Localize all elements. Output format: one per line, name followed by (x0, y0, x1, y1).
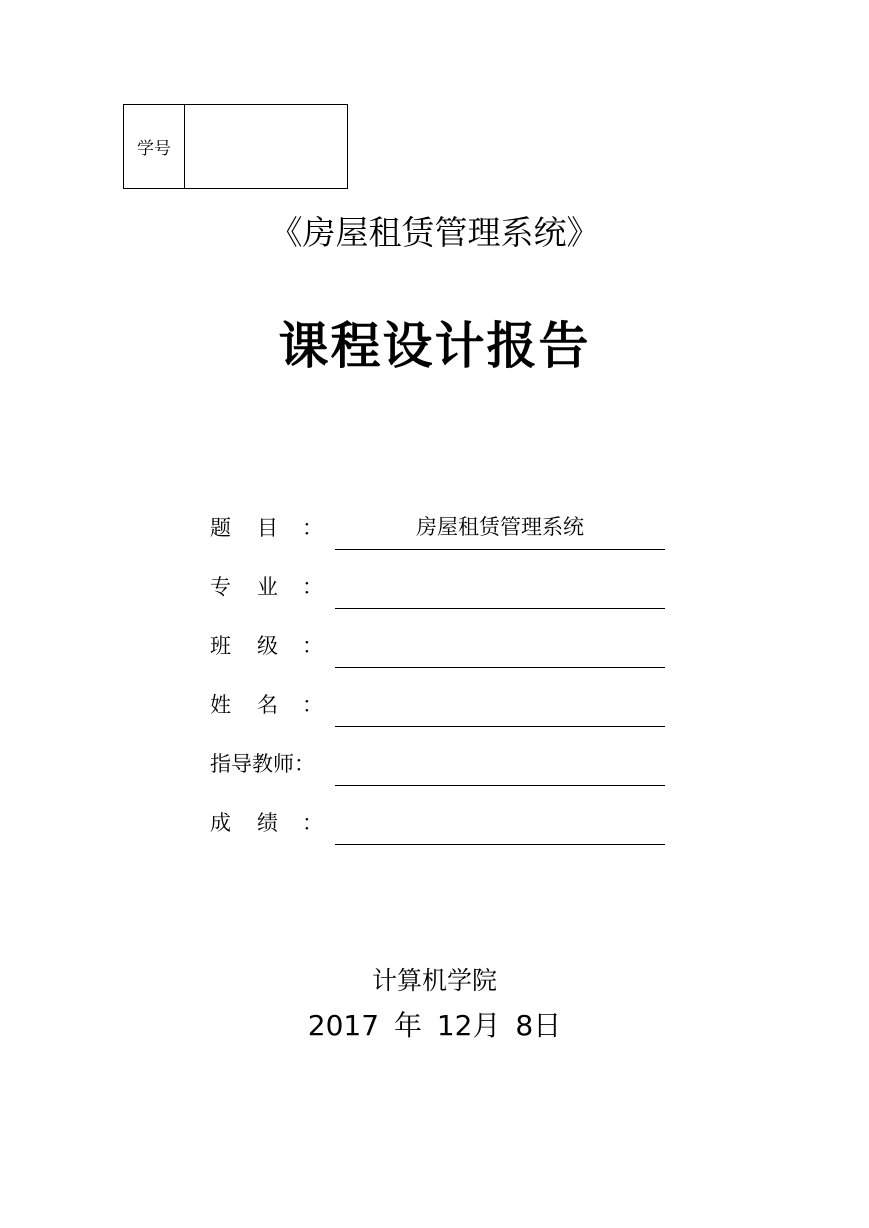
report-title: 课程设计报告 (278, 317, 591, 375)
field-label-char: 成 (210, 811, 231, 835)
field-label-text: 指导教师： (210, 752, 315, 776)
field-label-char: 级 (257, 634, 278, 658)
field-value-class[interactable] (335, 623, 665, 668)
student-id-label: 学号 (124, 105, 185, 188)
field-value-major[interactable] (335, 564, 665, 609)
student-id-value[interactable] (185, 105, 347, 188)
field-row-major (210, 564, 670, 623)
field-label-char: 班 (210, 634, 231, 658)
field-row-name (210, 682, 670, 741)
report-date: 2017 年 12月 8日 (307, 1009, 562, 1042)
field-label-colon: ： (302, 693, 323, 717)
field-row-grade (210, 800, 670, 859)
field-label-char: 姓 (210, 693, 231, 717)
field-label-colon: ： (302, 634, 323, 658)
field-label-major (210, 572, 323, 602)
field-value-advisor[interactable] (335, 741, 665, 786)
field-value-name[interactable] (335, 682, 665, 727)
field-label-colon: ： (302, 811, 323, 835)
field-row-advisor (210, 741, 670, 800)
field-label-colon: ： (302, 516, 323, 540)
field-value-grade[interactable] (335, 800, 665, 845)
field-label-advisor (210, 749, 320, 779)
field-row-topic (210, 505, 670, 564)
field-label-class (210, 631, 323, 661)
field-label-char: 专 (210, 575, 231, 599)
field-label-char: 名 (257, 693, 278, 717)
field-label-char: 目 (257, 516, 278, 540)
field-row-class (210, 623, 670, 682)
college-name: 计算机学院 (371, 966, 497, 995)
field-label-topic (210, 513, 323, 543)
field-label-colon: ： (302, 575, 323, 599)
report-subtitle: 《房屋租赁管理系统》 (269, 213, 600, 252)
field-label-char: 题 (210, 516, 231, 540)
field-label-char: 绩 (257, 811, 278, 835)
field-label-name (210, 690, 323, 720)
field-value-topic[interactable]: 房屋租赁管理系统 (335, 505, 665, 550)
field-label-grade (210, 808, 323, 838)
info-fields (210, 505, 670, 859)
student-id-box (123, 104, 348, 189)
field-label-char: 业 (257, 575, 278, 599)
